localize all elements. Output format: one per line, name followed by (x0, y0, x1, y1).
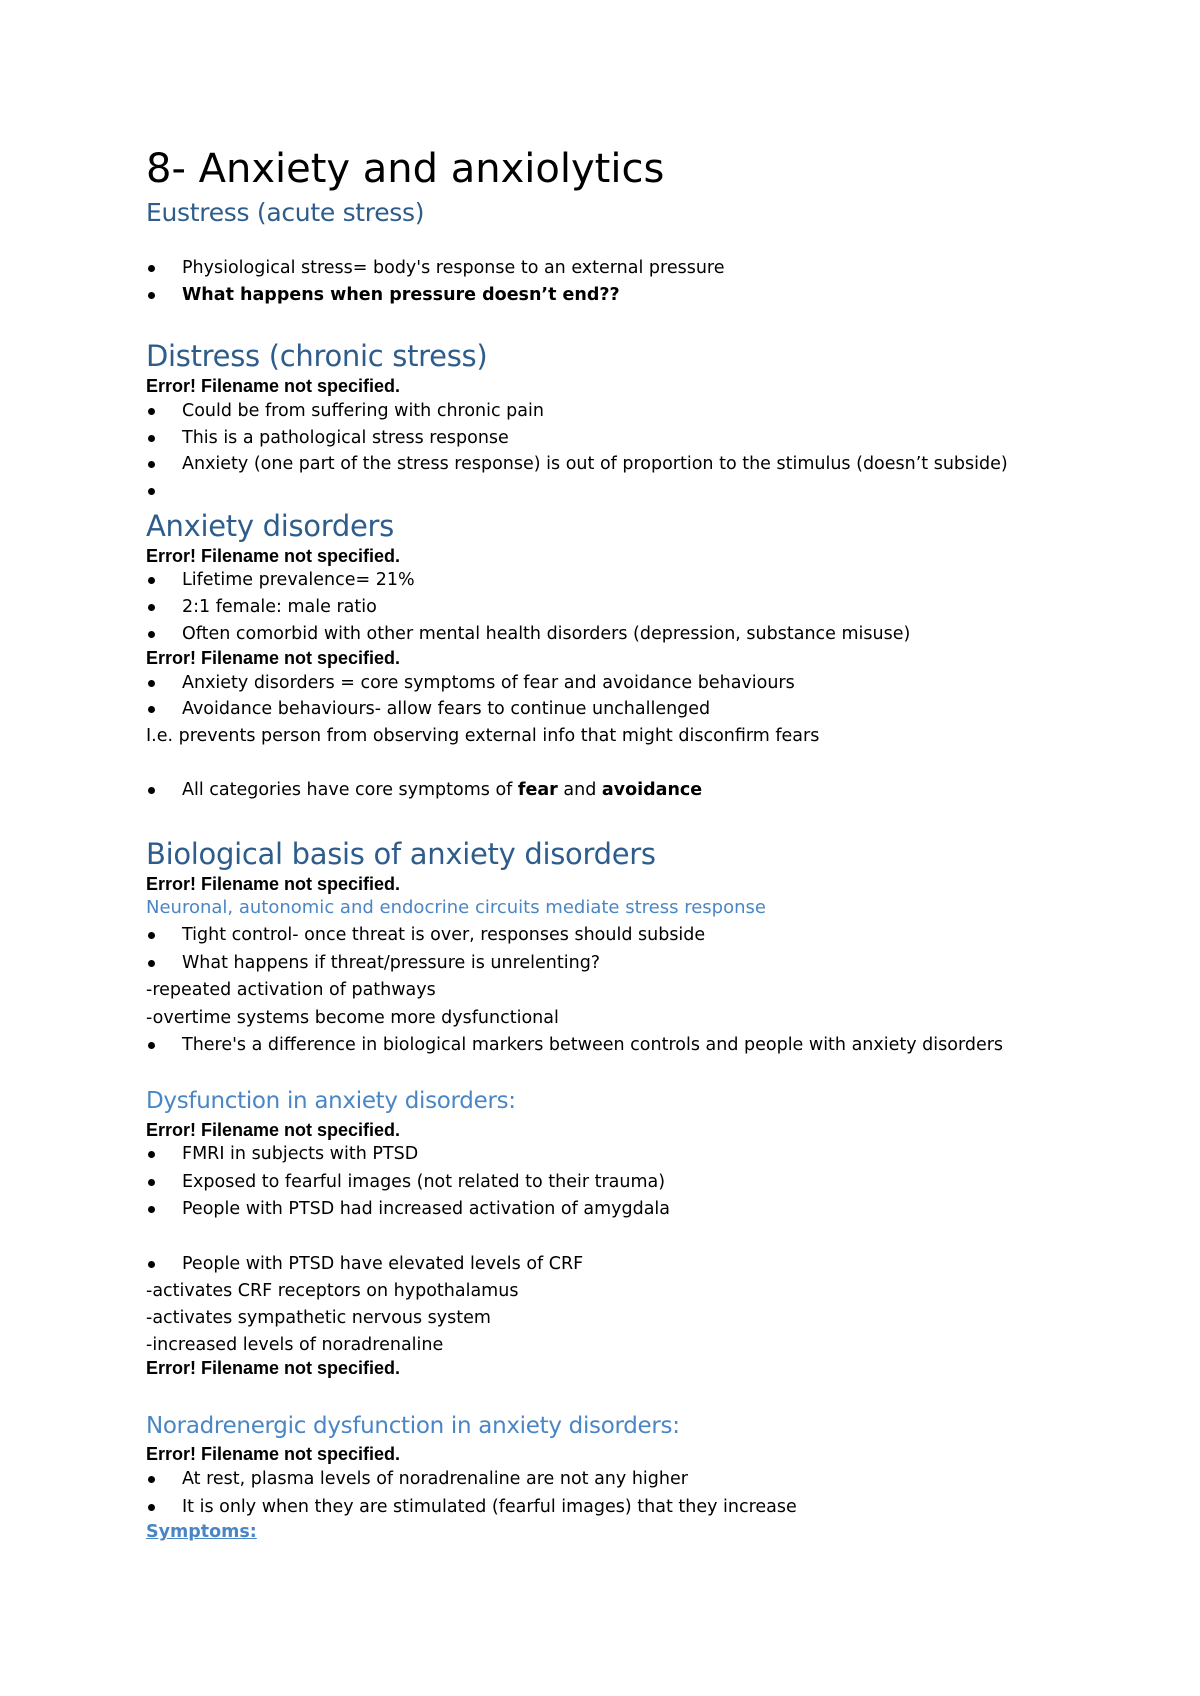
section-heading-biological-basis: Biological basis of anxiety disorders (146, 837, 656, 871)
list-item: Often comorbid with other mental health disorders (depression, substance misuse) (146, 622, 910, 646)
error-message: Error! Filename not specified. (146, 546, 401, 566)
list-item: Anxiety (one part of the stress response) is out of proportion to the stimulus (doesn’t subside) (146, 452, 1008, 476)
list-item: Lifetime prevalence= 21% (146, 568, 415, 592)
body-text: I.e. prevents person from observing external info that might disconfirm fears (146, 726, 820, 746)
error-message: Error! Filename not specified. (146, 1358, 401, 1378)
list-item: This is a pathological stress response (146, 426, 509, 450)
body-text: -repeated activation of pathways (146, 980, 436, 1000)
error-message: Error! Filename not specified. (146, 1444, 401, 1464)
list-item: At rest, plasma levels of noradrenaline are not any higher (146, 1467, 688, 1491)
section-heading-noradrenergic: Noradrenergic dysfunction in anxiety disorders: (146, 1413, 680, 1439)
error-message: Error! Filename not specified. (146, 874, 401, 894)
list-item: Tight control- once threat is over, responses should subside (146, 923, 705, 947)
list-item: There's a difference in biological markers between controls and people with anxiety disorders (146, 1033, 1003, 1057)
body-text: -increased levels of noradrenaline (146, 1335, 444, 1355)
section-heading-distress: Distress (chronic stress) (146, 339, 488, 373)
list-item: It is only when they are stimulated (fearful images) that they increase (146, 1495, 797, 1519)
body-text: -activates sympathetic nervous system (146, 1308, 491, 1328)
list-item: Physiological stress= body's response to an external pressure (146, 256, 725, 280)
list-item: Could be from suffering with chronic pain (146, 399, 544, 423)
list-item: Avoidance behaviours- allow fears to continue unchallenged (146, 697, 710, 721)
list-item: Exposed to fearful images (not related to their trauma) (146, 1170, 665, 1194)
text-run: and (557, 780, 602, 800)
list-item: Anxiety disorders = core symptoms of fear and avoidance behaviours (146, 671, 795, 695)
list-item: FMRI in subjects with PTSD (146, 1142, 418, 1166)
document-title: 8- Anxiety and anxiolytics (146, 146, 665, 192)
list-item: 2:1 female: male ratio (146, 595, 377, 619)
emphasis-avoidance: avoidance (601, 780, 703, 800)
error-message: Error! Filename not specified. (146, 1120, 401, 1140)
emphasis-fear: fear (517, 780, 558, 800)
section-heading-anxiety-disorders: Anxiety disorders (146, 509, 394, 543)
section-heading-dysfunction: Dysfunction in anxiety disorders: (146, 1088, 516, 1114)
body-text: -overtime systems become more dysfunctional (146, 1008, 559, 1028)
error-message: Error! Filename not specified. (146, 648, 401, 668)
list-item: What happens if threat/pressure is unrelenting? (146, 951, 600, 975)
list-item: What happens when pressure doesn’t end?? (146, 283, 620, 307)
error-message: Error! Filename not specified. (146, 376, 401, 396)
symptoms-link[interactable]: Symptoms: (146, 1522, 257, 1542)
list-item-core-symptoms (146, 778, 702, 802)
text-run: All categories have core symptoms of (182, 780, 518, 800)
body-text: -activates CRF receptors on hypothalamus (146, 1281, 519, 1301)
subheading: Neuronal, autonomic and endocrine circuits mediate stress response (146, 897, 766, 918)
section-heading-eustress: Eustress (acute stress) (146, 198, 425, 227)
list-item: People with PTSD have elevated levels of CRF (146, 1252, 583, 1276)
list-item: People with PTSD had increased activation of amygdala (146, 1197, 670, 1221)
